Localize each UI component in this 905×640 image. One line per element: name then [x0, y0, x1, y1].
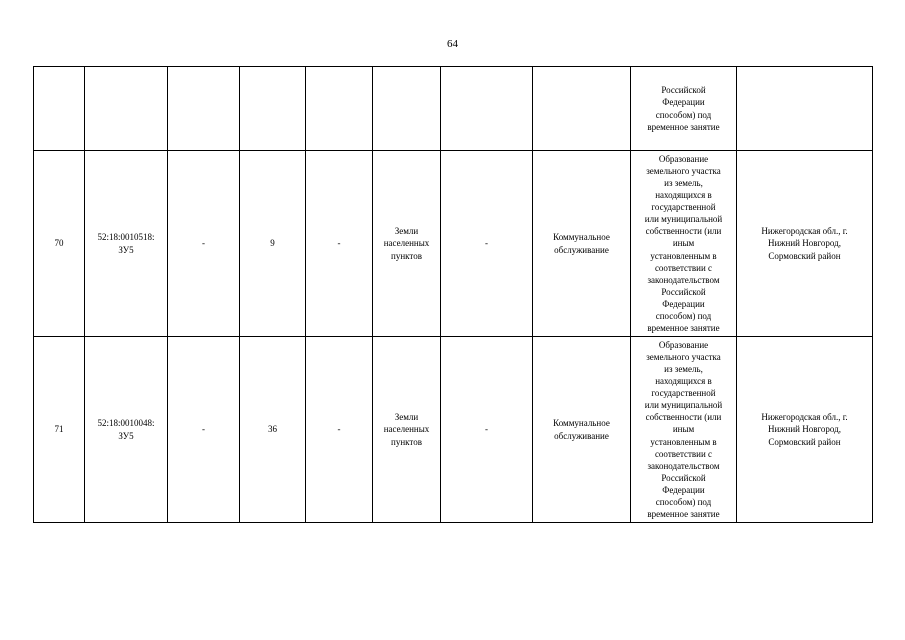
legal-basis-line: временное занятие [647, 323, 720, 334]
table-row [34, 151, 873, 337]
legal-basis-line: или муниципальной [644, 214, 723, 225]
cell-col7: - [441, 337, 533, 523]
legal-basis-line: временное занятие [647, 509, 720, 520]
legal-basis-line: из земель, [664, 363, 703, 374]
legal-basis-line: законодательством [647, 460, 720, 471]
legal-basis-line: собственности (или [645, 412, 722, 423]
usage-line: Коммунальное [553, 418, 610, 429]
address-line: Сормовский район [768, 250, 841, 261]
legal-basis-line: Образование [658, 153, 709, 164]
legal-basis-line: установленным в [650, 436, 717, 447]
cell-land-category [373, 151, 441, 337]
legal-basis-line: Федерации [662, 484, 705, 495]
cell-area: 36 [240, 337, 306, 523]
address-line: Нижний Новгород, [767, 424, 842, 435]
cell-col3 [168, 67, 240, 151]
legal-basis-line: земельного участка [646, 351, 721, 362]
cell-area [240, 67, 306, 151]
category-line: Земли [394, 412, 419, 423]
legal-basis-line: собственности (или [645, 226, 722, 237]
table-row-continuation [34, 67, 873, 151]
legal-basis-line: иным [672, 238, 695, 249]
cell-legal-basis [631, 151, 737, 337]
cell-address [737, 151, 873, 337]
cadastral-line: ЗУ5 [118, 244, 134, 255]
cell-permitted-use [533, 151, 631, 337]
cell-index [34, 67, 85, 151]
address-line: Сормовский район [768, 436, 841, 447]
legal-basis-line: государственной [651, 388, 716, 399]
legal-basis-line: Образование [658, 339, 709, 350]
cell-cadastral-number [85, 337, 168, 523]
cell-permitted-use [533, 67, 631, 151]
legal-basis-line: иным [672, 424, 695, 435]
usage-line: обслуживание [554, 244, 609, 255]
cell-col5: - [306, 151, 373, 337]
legal-basis-line: Федерации [662, 97, 705, 108]
category-line: пунктов [391, 250, 422, 261]
cell-cadastral-number [85, 151, 168, 337]
usage-line: обслуживание [554, 430, 609, 441]
cell-col5 [306, 67, 373, 151]
legal-basis-line: способом) под [655, 109, 712, 120]
cell-col7 [441, 67, 533, 151]
cell-col7: - [441, 151, 533, 337]
cadastral-line: 52:18:0010048: [97, 418, 155, 429]
legal-basis-line: соответствии с [654, 448, 713, 459]
legal-basis-line: соответствии с [654, 262, 713, 273]
category-line: населенных [383, 238, 430, 249]
usage-line: Коммунальное [553, 232, 610, 243]
cell-col3: - [168, 151, 240, 337]
legal-basis-line: или муниципальной [644, 400, 723, 411]
cadastral-line: 52:18:0010518: [97, 232, 155, 243]
category-line: Земли [394, 226, 419, 237]
cell-cadastral-number [85, 67, 168, 151]
address-line: Нижегородская обл., г. [761, 412, 848, 423]
address-line: Нижегородская обл., г. [761, 226, 848, 237]
cell-col5: - [306, 337, 373, 523]
legal-basis-line: Российской [661, 85, 706, 96]
cell-col3: - [168, 337, 240, 523]
category-line: пунктов [391, 436, 422, 447]
category-line: населенных [383, 424, 430, 435]
legal-basis-line: Федерации [662, 298, 705, 309]
cell-address [737, 67, 873, 151]
legal-basis-line: законодательством [647, 274, 720, 285]
cell-index: 70 [34, 151, 85, 337]
legal-basis-line: установленным в [650, 250, 717, 261]
address-line: Нижний Новгород, [767, 238, 842, 249]
cell-land-category [373, 337, 441, 523]
legal-basis-line: Российской [661, 472, 706, 483]
legal-basis-line: из земель, [664, 177, 703, 188]
cell-legal-basis [631, 337, 737, 523]
legal-basis-line: государственной [651, 202, 716, 213]
legal-basis-line: находящихся в [655, 190, 712, 201]
cadastral-line: ЗУ5 [118, 430, 134, 441]
legal-basis-line: способом) под [655, 497, 712, 508]
cell-area: 9 [240, 151, 306, 337]
cell-legal-basis [631, 67, 737, 151]
legal-basis-line: находящихся в [655, 376, 712, 387]
cell-address [737, 337, 873, 523]
cell-index: 71 [34, 337, 85, 523]
cell-permitted-use [533, 337, 631, 523]
page-number: 64 [447, 38, 458, 50]
legal-basis-line: временное занятие [647, 121, 720, 132]
land-plots-table [33, 66, 873, 523]
cell-land-category [373, 67, 441, 151]
legal-basis-line: земельного участка [646, 165, 721, 176]
legal-basis-line: способом) под [655, 311, 712, 322]
table-row [34, 337, 873, 523]
legal-basis-line: Российской [661, 286, 706, 297]
